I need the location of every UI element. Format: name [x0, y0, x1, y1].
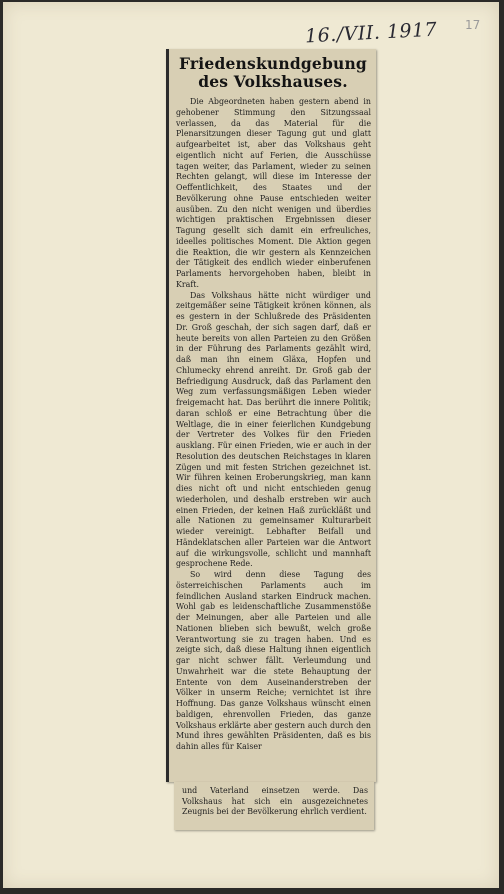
- article-headline: Friedenskundgebung des Volkshauses.: [179, 54, 367, 91]
- article-paragraph: Das Volkshaus hätte nicht würdiger und zeitgemäßer seine Tätigkeit krönen können, als es gestern in der Schlußrede des Präsidenten Dr. Groß geschah, der sich sagen darf, daß er heute bereits von allen Parteien zu den Größen in der Führung des Parlaments gezählt wird, daß man ihn einem Gläxa, Hopfen und Chlumecky ehrend anreiht. Dr. Groß gab der Befriedigung Ausdruck, daß das Parlament den Weg zum verfassungsmäßigen Leben wieder freigemacht hat. Das berührt die innere Politik; daran schloß er eine Betrachtung über die Weltlage, die in einer feierlichen Kundgebung der Vertreter des Volkes für den Frieden ausklang. Für einen Frieden, wie er auch in der Resolution des deutschen Reichstages in klaren Zügen und mit festen Strichen gezeichnet ist. Wir führen keinen Eroberungskrieg, man kann dies nicht oft und nicht entschieden genug wiederholen, und deshalb erstreben wir auch einen Frieden, der keinen Haß zurückläßt und alle Nationen zu gemeinsamer Kulturarbeit wieder vereinigt. Lebhafter Beifall und Händeklatschen aller Parteien war die Antwort auf die wirkungsvolle, schlicht und mannhaft gesprochene Rede.: [176, 290, 371, 569]
- article-paragraph: Die Abgeordneten haben gestern abend in gehobener Stimmung den Sitzungssaal verlassen, da das Material für die Plenarsitzungen dieser Tagung gut und glatt aufgearbeitet ist, aber das Volkshaus geht eigentlich nicht auf Ferien, die Ausschüsse tagen weiter, das Parlament, wieder zu seinen Rechten gelangt, will diese im Interesse der Oeffentlichkeit, des Staates und der Bevölkerung ohne Pause entschieden weiter ausüben. Zu den nicht wenigen und überdies wichtigen praktischen Ergebnissen dieser Tagung gesellt sich damit ein erfreuliches, ideelles politisches Moment. Die Aktion gegen die Reaktion, die wir gestern als Kennzeichen der Tätigkeit des endlich wieder einberufenen Parlaments hervorgehoben haben, bleibt in Kraft.: [176, 97, 371, 289]
- article-paragraph: So wird denn diese Tagung des österreichischen Parlaments auch im feindlichen Ausland starken Eindruck machen. Wohl gab es leidenschaftliche Zusammenstöße der Meinungen, aber alle Parteien und alle Nationen blieben sich bewußt, welch große Verantwortung sie zu tragen haben. Und es zeigte sich, daß diese Haltung ihnen eigentlich gar nicht schwer fällt. Verleumdung und Unwahrheit war die stete Behauptung der Entente von dem Auseinanderstreben der Völker in unserm Reiche; vernichtet ist ihre Hoffnung. Das ganze Volkshaus wünscht einen baldigen, ehrenvollen Frieden, das ganze Volkshaus erklärte aber gestern auch durch den Mund ihres gewählten Präsidenten, daß es bis dahin alles für Kaiser: [176, 570, 371, 751]
- clipping-edge-mark: [166, 49, 169, 782]
- newspaper-clipping-continuation: [174, 782, 374, 830]
- article-body: [176, 97, 371, 753]
- article-continuation: und Vaterland einsetzen werde. Das Volkshaus hat sich ein ausgezeichnetes Zeugnis bei der Bevölkerung ehrlich verdient.: [182, 786, 368, 816]
- handwritten-date: 16./VII. 1917: [304, 18, 438, 48]
- page-number: 17: [465, 18, 481, 32]
- newspaper-clipping: [166, 49, 376, 782]
